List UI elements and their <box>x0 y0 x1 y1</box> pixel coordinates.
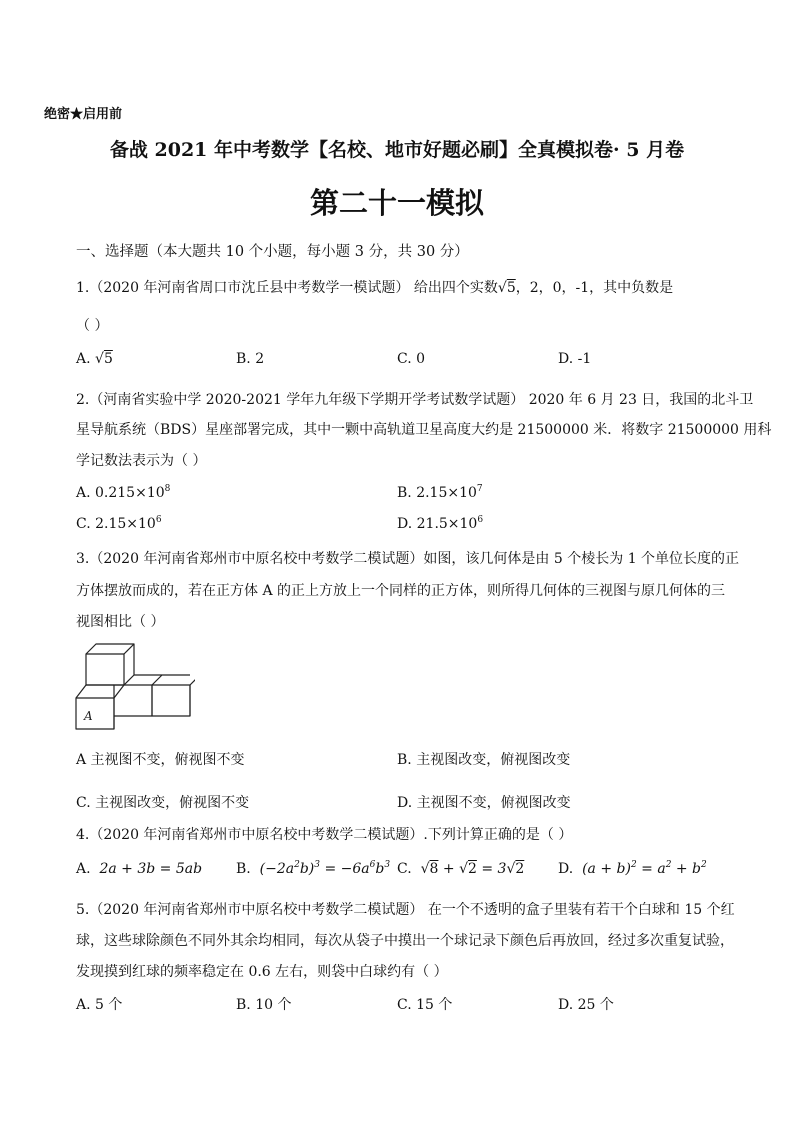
exam-subtitle: 第二十一模拟 <box>309 186 484 220</box>
cube-a-label: A <box>84 709 93 723</box>
question-4-option-b: B. $(-2a^2b)^3 = -6a^6b^3$ <box>236 860 391 877</box>
question-3-line-3: 视图相比（ ） <box>76 614 165 630</box>
question-3-line-1: 3.（2020 年河南省郑州市中原名校中考数学二模试题）如图，该几何体是由 5 个棱长为 1 个单位长度的正 <box>76 551 740 567</box>
question-5-line-1: 5.（2020 年河南省郑州市中原名校中考数学二模试题） 在一个不透明的盒子里装有若干个白球和 15 个红 <box>76 902 735 918</box>
question-5-option-b: B. 10 个 <box>236 997 292 1013</box>
question-2-option-a: A. $0.215\times 10^8$ <box>76 484 171 501</box>
question-3-option-d: D. 主视图不变，俯视图改变 <box>397 795 571 811</box>
question-4-option-a: A. 2a + 3b = 5ab <box>76 861 203 877</box>
cube-3-front <box>152 685 190 716</box>
question-2-line-1: 2.（河南省实验中学 2020-2021 学年九年级下学期开学考试数学试题） 2020 年 6 月 23 日，我国的北斗卫 <box>76 392 754 408</box>
question-2-option-d: D. $21.5\times 10^6$ <box>397 515 484 532</box>
question-1-option-b: B. 2 <box>236 351 265 367</box>
question-1-option-d: D. -1 <box>558 351 592 367</box>
question-1-text: 1.（2020 年河南省周口市沈丘县中考数学一模试题） 给出四个实数√5，2，0，-1，其中负数是 <box>76 280 674 296</box>
cube-figure <box>70 642 195 732</box>
question-1-option-a: A. √5 <box>76 351 113 367</box>
question-4-text: 4.（2020 年河南省郑州市中原名校中考数学二模试题）.下列计算正确的是（ ） <box>76 827 573 843</box>
cube-top-front <box>86 654 124 685</box>
sqrt-5: √5 <box>497 280 516 296</box>
confidential-label: 绝密★启用前 <box>44 107 123 122</box>
question-5-line-2: 球，这些球除颜色不同外其余均相同，每次从袋子中摸出一个球记录下颜色后再放回，经过多次重复试验， <box>76 933 734 949</box>
cube-top-side <box>86 644 134 685</box>
question-2-line-3: 学记数法表示为（ ） <box>76 453 207 469</box>
question-3-option-a: A 主视图不变，俯视图不变 <box>76 752 245 768</box>
cube-a-front <box>76 698 114 729</box>
question-5-option-c: C. 15 个 <box>397 997 453 1013</box>
question-4-option-d: D. $(a + b)^2 = a^2 + b^2$ <box>558 860 707 877</box>
question-5-line-3: 发现摸到红球的频率稳定在 0.6 左右，则袋中白球约有（ ） <box>76 964 448 980</box>
question-3-line-2: 方体摆放而成的，若在正方体 A 的正上方放上一个同样的正方体，则所得几何体的三视图与原几何体的三 <box>76 583 726 599</box>
question-2-option-b: B. $2.15\times 10^7$ <box>397 484 483 501</box>
exam-title: 备战 2021 年中考数学【名校、地市好题必刷】全真模拟卷· 5 月卷 <box>109 139 685 161</box>
question-1-blank: （ ） <box>76 318 109 334</box>
question-4-option-c: C. √8 + √2 = 3√2 <box>397 861 525 877</box>
question-2-option-c: C. $2.15\times 10^6$ <box>76 515 162 532</box>
question-3-option-c: C. 主视图改变，俯视图不变 <box>76 795 250 811</box>
question-3-option-b: B. 主视图改变，俯视图改变 <box>397 752 571 768</box>
question-2-line-2: 星导航系统（BDS）星座部署完成，其中一颗中高轨道卫星高度大约是 21500000 米．将数字 21500000 用科 <box>76 422 772 438</box>
question-5-option-a: A. 5 个 <box>76 997 123 1013</box>
section-heading: 一、选择题（本大题共 10 个小题，每小题 3 分，共 30 分） <box>76 244 469 260</box>
question-1-option-c: C. 0 <box>397 351 426 367</box>
question-5-option-d: D. 25 个 <box>558 997 614 1013</box>
